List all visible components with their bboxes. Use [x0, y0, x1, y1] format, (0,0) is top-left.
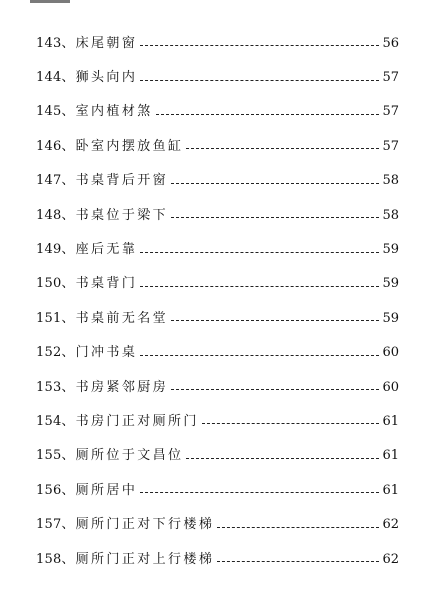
entry-page-number: 61 [382, 413, 399, 429]
entry-title: 书桌位于梁下 [75, 207, 169, 223]
toc-entry[interactable] [36, 60, 399, 94]
toc-entry[interactable] [36, 301, 399, 335]
entry-title: 床尾朝窗 [75, 35, 138, 51]
entry-title: 门冲书桌 [75, 345, 138, 361]
toc-entry[interactable] [36, 267, 399, 301]
toc-entry[interactable] [36, 439, 399, 473]
entry-page-number: 62 [382, 517, 399, 533]
entry-page-number: 57 [382, 70, 399, 86]
dotted-leader [186, 147, 379, 149]
dotted-leader [186, 457, 379, 459]
toc-entry[interactable] [36, 336, 399, 370]
entry-number: 154、 [36, 413, 75, 429]
dotted-leader [140, 79, 379, 81]
entry-number: 151、 [36, 310, 75, 326]
entry-number: 155、 [36, 448, 75, 464]
entry-title: 厕所门正对上行楼梯 [75, 551, 215, 567]
dotted-leader [171, 319, 379, 321]
entry-number: 157、 [36, 517, 75, 533]
dotted-leader [217, 560, 379, 562]
toc-entry[interactable] [36, 232, 399, 266]
entry-number: 148、 [36, 207, 75, 223]
dotted-leader [140, 251, 379, 253]
dotted-leader [156, 113, 380, 115]
entry-title: 室内植材煞 [75, 104, 153, 120]
entry-number: 150、 [36, 276, 75, 292]
entry-title: 书桌前无名堂 [75, 310, 169, 326]
toc-entry[interactable] [36, 473, 399, 507]
entry-page-number: 61 [382, 448, 399, 464]
toc-entry[interactable] [36, 26, 399, 60]
toc-entry[interactable] [36, 95, 399, 129]
dotted-leader [140, 491, 379, 493]
entry-number: 145、 [36, 104, 75, 120]
entry-number: 152、 [36, 345, 75, 361]
entry-page-number: 57 [382, 104, 399, 120]
toc-entry[interactable] [36, 164, 399, 198]
entry-page-number: 60 [382, 345, 399, 361]
entry-number: 156、 [36, 482, 75, 498]
toc-entry[interactable] [36, 129, 399, 163]
entry-title: 厕所位于文昌位 [75, 448, 184, 464]
entry-number: 144、 [36, 70, 75, 86]
entry-number: 147、 [36, 173, 75, 189]
entry-number: 149、 [36, 242, 75, 258]
entry-number: 158、 [36, 551, 75, 567]
entry-title: 狮头向内 [75, 70, 138, 86]
entry-title: 座后无靠 [75, 242, 138, 258]
entry-page-number: 60 [382, 379, 399, 395]
entry-title: 卧室内摆放鱼缸 [75, 138, 184, 154]
dotted-leader [171, 216, 379, 218]
entry-page-number: 58 [382, 173, 399, 189]
entry-number: 153、 [36, 379, 75, 395]
entry-page-number: 61 [382, 482, 399, 498]
toc-entry[interactable] [36, 404, 399, 438]
dotted-leader [217, 526, 379, 528]
entry-title: 书桌背后开窗 [75, 173, 169, 189]
toc-entry[interactable] [36, 198, 399, 232]
entry-title: 书房紧邻厨房 [75, 379, 169, 395]
dotted-leader [171, 182, 379, 184]
entry-page-number: 57 [382, 138, 399, 154]
toc-entry[interactable] [36, 370, 399, 404]
dotted-leader [140, 354, 379, 356]
dotted-leader [140, 285, 379, 287]
dotted-leader [171, 388, 379, 390]
entry-number: 143、 [36, 35, 75, 51]
entry-number: 146、 [36, 138, 75, 154]
entry-title: 厕所居中 [75, 482, 138, 498]
toc-entry[interactable] [36, 542, 399, 576]
entry-title: 书桌背门 [75, 276, 138, 292]
top-edge-mark [30, 0, 70, 3]
table-of-contents [36, 26, 399, 576]
entry-page-number: 59 [382, 276, 399, 292]
toc-entry[interactable] [36, 507, 399, 541]
entry-page-number: 62 [382, 551, 399, 567]
entry-page-number: 58 [382, 207, 399, 223]
entry-page-number: 56 [382, 35, 399, 51]
dotted-leader [140, 44, 379, 46]
entry-title: 厕所门正对下行楼梯 [75, 517, 215, 533]
entry-page-number: 59 [382, 242, 399, 258]
entry-title: 书房门正对厕所门 [75, 413, 199, 429]
dotted-leader [202, 422, 380, 424]
entry-page-number: 59 [382, 310, 399, 326]
